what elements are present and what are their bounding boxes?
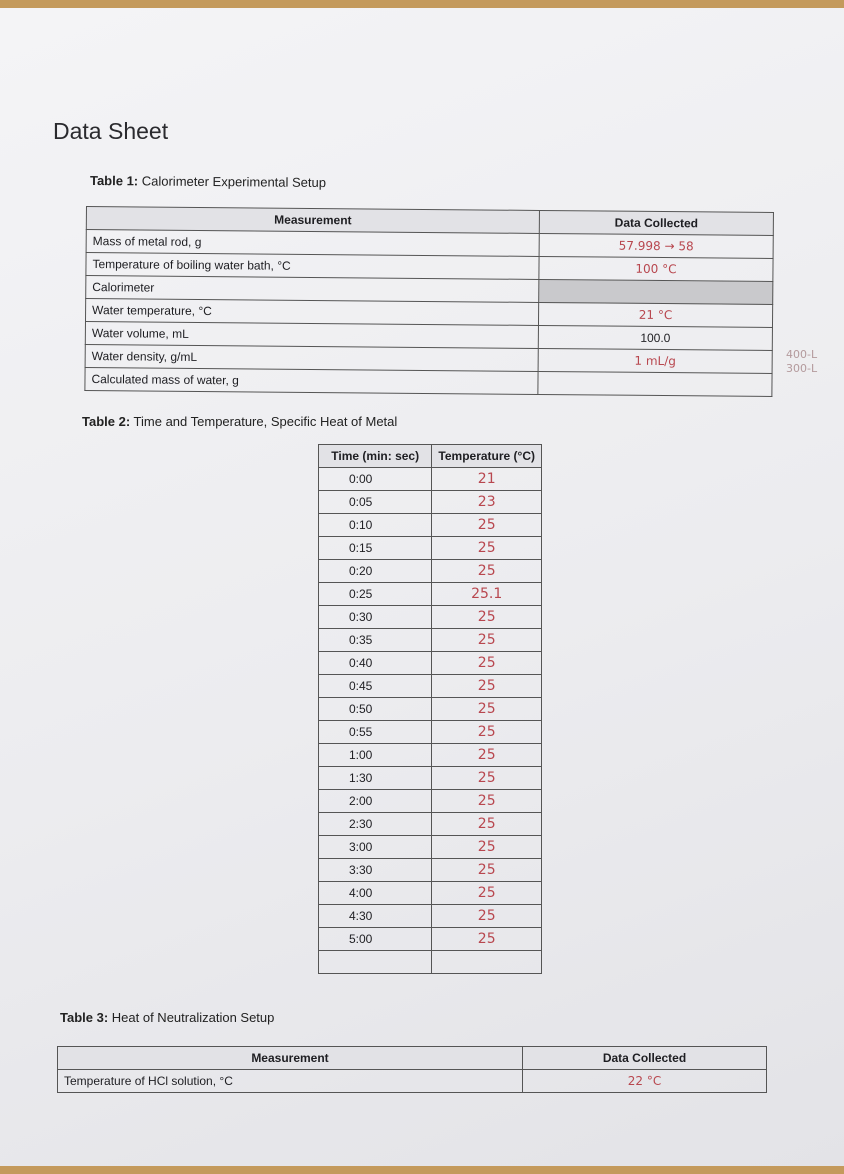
margin-notes <box>786 348 817 376</box>
time-cell: 1:00 <box>319 744 432 767</box>
margin-note: 400-L <box>786 348 818 361</box>
row-value <box>538 371 772 396</box>
row-label: Mass of metal rod, g <box>86 230 539 257</box>
header-data-collected: Data Collected <box>523 1047 767 1070</box>
table1-caption-number: Table 1: <box>89 172 139 189</box>
table-header-row <box>58 1047 767 1070</box>
page-title: Data Sheet <box>53 118 169 144</box>
row-label: Temperature of HCl solution, °C <box>58 1070 523 1093</box>
table-row <box>319 629 542 652</box>
empty-table-row <box>319 951 542 974</box>
row-value: 21 °C <box>538 302 772 327</box>
header-measurement: Measurement <box>58 1047 523 1070</box>
table-row <box>319 514 542 537</box>
table3-caption-number: Table 3: <box>60 1010 109 1025</box>
temperature-cell: 25 <box>432 859 542 882</box>
temperature-cell: 25 <box>432 560 542 583</box>
temperature-cell: 25 <box>432 905 542 928</box>
table-row <box>319 537 542 560</box>
temperature-cell: 21 <box>432 468 542 491</box>
time-cell: 0:35 <box>319 629 432 652</box>
header-measurement: Measurement <box>86 207 539 234</box>
table3-caption-text: Heat of Neutralization Setup <box>108 1010 275 1025</box>
table-row <box>319 721 542 744</box>
time-cell: 0:00 <box>319 468 432 491</box>
table-row <box>319 675 542 698</box>
table1-caption <box>90 173 326 190</box>
table-row <box>319 767 542 790</box>
table2-caption <box>82 414 397 429</box>
document-page <box>0 8 844 1166</box>
temperature-cell: 25 <box>432 606 542 629</box>
row-value: 100.0 <box>538 325 772 350</box>
table-row <box>319 859 542 882</box>
time-cell: 0:30 <box>319 606 432 629</box>
temperature-cell: 25 <box>432 721 542 744</box>
table-row <box>319 468 542 491</box>
table-row <box>319 606 542 629</box>
header-time: Time (min: sec) <box>319 445 432 468</box>
table-row <box>319 744 542 767</box>
temperature-cell: 25 <box>432 836 542 859</box>
table-header-row <box>319 445 542 468</box>
temperature-cell: 25.1 <box>432 583 542 606</box>
temperature-cell: 25 <box>432 629 542 652</box>
table-row <box>319 560 542 583</box>
row-label: Calorimeter <box>86 276 539 303</box>
table-row <box>319 836 542 859</box>
row-value: 1 mL/g <box>538 348 772 373</box>
empty-cell <box>319 951 432 974</box>
temperature-cell: 25 <box>432 767 542 790</box>
temperature-cell: 25 <box>432 652 542 675</box>
time-cell: 0:25 <box>319 583 432 606</box>
time-cell: 0:45 <box>319 675 432 698</box>
temperature-cell: 25 <box>432 744 542 767</box>
table2-caption-number: Table 2: <box>82 414 131 429</box>
header-data-collected: Data Collected <box>539 210 773 235</box>
row-value: 100 °C <box>539 256 773 281</box>
temperature-cell: 25 <box>432 882 542 905</box>
table-row <box>319 583 542 606</box>
time-cell: 0:50 <box>319 698 432 721</box>
row-label: Calculated mass of water, g <box>85 367 538 394</box>
row-value: 22 °C <box>523 1070 767 1093</box>
table-row <box>319 905 542 928</box>
time-cell: 4:00 <box>319 882 432 905</box>
table3-caption <box>60 1010 274 1025</box>
table2-caption-text: Time and Temperature, Specific Heat of Metal <box>130 414 398 429</box>
temperature-cell: 23 <box>432 491 542 514</box>
table1-caption-text: Calorimeter Experimental Setup <box>138 173 327 191</box>
calorimeter-setup-table <box>84 206 774 397</box>
time-cell: 0:20 <box>319 560 432 583</box>
temperature-cell: 25 <box>432 537 542 560</box>
row-label: Water temperature, °C <box>85 299 538 326</box>
row-label: Temperature of boiling water bath, °C <box>86 253 539 280</box>
time-cell: 0:05 <box>319 491 432 514</box>
row-value: 57.998 → 58 <box>539 233 773 258</box>
header-temperature: Temperature (°C) <box>432 445 542 468</box>
time-cell: 3:30 <box>319 859 432 882</box>
temperature-cell: 25 <box>432 790 542 813</box>
empty-cell <box>432 951 542 974</box>
time-cell: 0:40 <box>319 652 432 675</box>
time-cell: 0:55 <box>319 721 432 744</box>
table-row <box>319 652 542 675</box>
table-row <box>319 698 542 721</box>
table-row <box>319 491 542 514</box>
table-row <box>319 790 542 813</box>
time-cell: 5:00 <box>319 928 432 951</box>
table-row <box>58 1070 767 1093</box>
row-label: Water volume, mL <box>85 321 538 348</box>
temperature-cell: 25 <box>432 698 542 721</box>
time-cell: 3:00 <box>319 836 432 859</box>
neutralization-setup-table <box>57 1046 767 1093</box>
time-cell: 2:00 <box>319 790 432 813</box>
table-row <box>319 882 542 905</box>
temperature-cell: 25 <box>432 813 542 836</box>
row-label: Water density, g/mL <box>85 344 538 371</box>
temperature-cell: 25 <box>432 514 542 537</box>
temperature-cell: 25 <box>432 928 542 951</box>
time-cell: 1:30 <box>319 767 432 790</box>
temperature-cell: 25 <box>432 675 542 698</box>
margin-note: 300-L <box>786 362 818 375</box>
row-value-shaded <box>539 279 773 304</box>
table-row <box>319 928 542 951</box>
table-row <box>85 367 772 396</box>
table-row <box>319 813 542 836</box>
time-cell: 0:15 <box>319 537 432 560</box>
time-cell: 2:30 <box>319 813 432 836</box>
time-cell: 0:10 <box>319 514 432 537</box>
time-cell: 4:30 <box>319 905 432 928</box>
time-temperature-table <box>318 444 542 974</box>
